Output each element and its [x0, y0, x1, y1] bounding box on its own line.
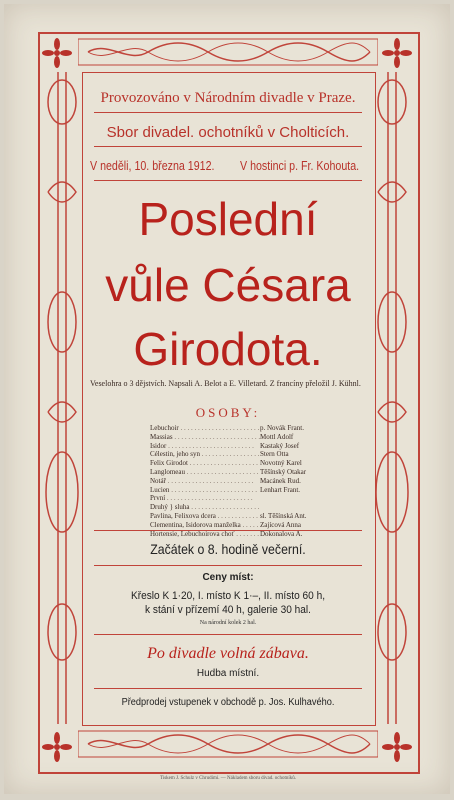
divider: [94, 180, 362, 181]
cast-role: Hortensie, Lebuchoirova choť . . .: [150, 530, 260, 539]
flower-corner-icon: [42, 38, 72, 68]
cast-row: [150, 459, 370, 468]
divider: [94, 530, 362, 531]
cast-list: [150, 424, 370, 538]
start-time: Začátek o 8. hodině večerní.: [150, 541, 306, 557]
header-society: Sbor divadel. ochotníků v Cholticích.: [106, 124, 350, 141]
cast-role: Célestin, jeho syn . . .: [150, 450, 260, 459]
divider: [94, 146, 362, 147]
cast-row: [150, 486, 370, 495]
ornament-pillar-right: [374, 72, 410, 724]
cast-role: Lucien . . .: [150, 486, 260, 495]
cast-actor: Těšínský Otakar: [260, 467, 307, 476]
cast-role: První . . .: [150, 494, 260, 503]
cast-row: [150, 450, 370, 459]
flower-corner-icon: [382, 732, 412, 762]
cast-heading: OSOBY:: [195, 405, 261, 420]
cast-actor: Kastaký Josef: [260, 441, 300, 450]
play-title-line1: Poslední: [138, 193, 318, 245]
cast-actor: p. Novák Frant.: [260, 424, 304, 432]
cast-actor: [260, 503, 370, 512]
prices-line1: Křeslo K 1·20, I. místo K 1·–, II. místo 60 h,: [130, 590, 326, 602]
play-title-line2: vůle Césara: [105, 259, 351, 311]
cast-row: [150, 433, 370, 442]
cast-actor: Dokonalova A.: [260, 529, 303, 538]
cast-role: Massias . . .: [150, 433, 260, 442]
cast-row: [150, 503, 370, 512]
presale-note: Předprodej vstupenek v obchodě p. Jos. Kulhavého.: [121, 697, 335, 708]
performance-venue: V hostinci p. Fr. Kohouta.: [240, 158, 360, 173]
flower-corner-icon: [42, 732, 72, 762]
cast-row: [150, 521, 370, 530]
after-show-party: Po divadle volná zábava.: [147, 645, 309, 662]
flower-corner-icon: [382, 38, 412, 68]
stamp-note: Na národní kolek 2 hal.: [199, 620, 257, 626]
ornament-band-bottom: [78, 730, 378, 758]
cast-actor: Novotný Karel: [260, 459, 302, 468]
cast-row: [150, 477, 370, 486]
music-note: Hudba místní.: [196, 668, 260, 679]
cast-actor: sl. Těšínská Ant.: [260, 511, 307, 520]
play-subtitle: Veselohra o 3 dějstvích. Napsali A. Belot a E. Villetard. Z francíny přeložil J. Kühnl.: [90, 379, 361, 388]
cast-actor: Stern Otta: [260, 450, 289, 459]
cast-actor: Macánek Rud.: [260, 476, 301, 485]
cast-actor: [260, 494, 370, 503]
performance-date: V neděli, 10. března 1912.: [90, 158, 215, 173]
cast-row: [150, 468, 370, 477]
prices-heading: Ceny míst:: [202, 572, 254, 583]
cast-role: Druhý } sluha . . .: [150, 503, 260, 512]
cast-role: Felix Girodot . . .: [150, 459, 260, 468]
divider: [94, 688, 362, 689]
ornament-band-top: [78, 38, 378, 66]
cast-role: Lebuchoir . . .: [150, 424, 260, 433]
cast-role: Notář . . .: [150, 477, 260, 486]
ornament-pillar-left: [44, 72, 80, 724]
play-title-line3: Girodota.: [133, 323, 323, 375]
cast-row: [150, 494, 370, 503]
cast-actor: Zajícová Anna: [260, 520, 302, 529]
cast-role: Langlomeau . . .: [150, 468, 260, 477]
cast-row: [150, 512, 370, 521]
printer-note: Tiskem J. Schulz v Chrudimi. — Nákladem sboru divad. ochotníků.: [159, 776, 297, 781]
cast-role: Isidor . . .: [150, 442, 260, 451]
divider: [94, 112, 362, 113]
cast-row: [150, 442, 370, 451]
cast-row: [150, 424, 370, 433]
cast-actor: Mottl Adolf: [260, 432, 294, 441]
prices-line2: k stání v přízemí 40 h, galerie 30 hal.: [145, 604, 311, 616]
cast-role: Clementina, Isidorova manželka . . .: [150, 521, 260, 530]
header-theatre: Provozováno v Národním divadle v Praze.: [100, 90, 356, 106]
cast-actor: Lenhart Frant.: [260, 485, 301, 494]
cast-role: Pavlina, Felixova dcera . . .: [150, 512, 260, 521]
divider: [94, 565, 362, 566]
divider: [94, 634, 362, 635]
